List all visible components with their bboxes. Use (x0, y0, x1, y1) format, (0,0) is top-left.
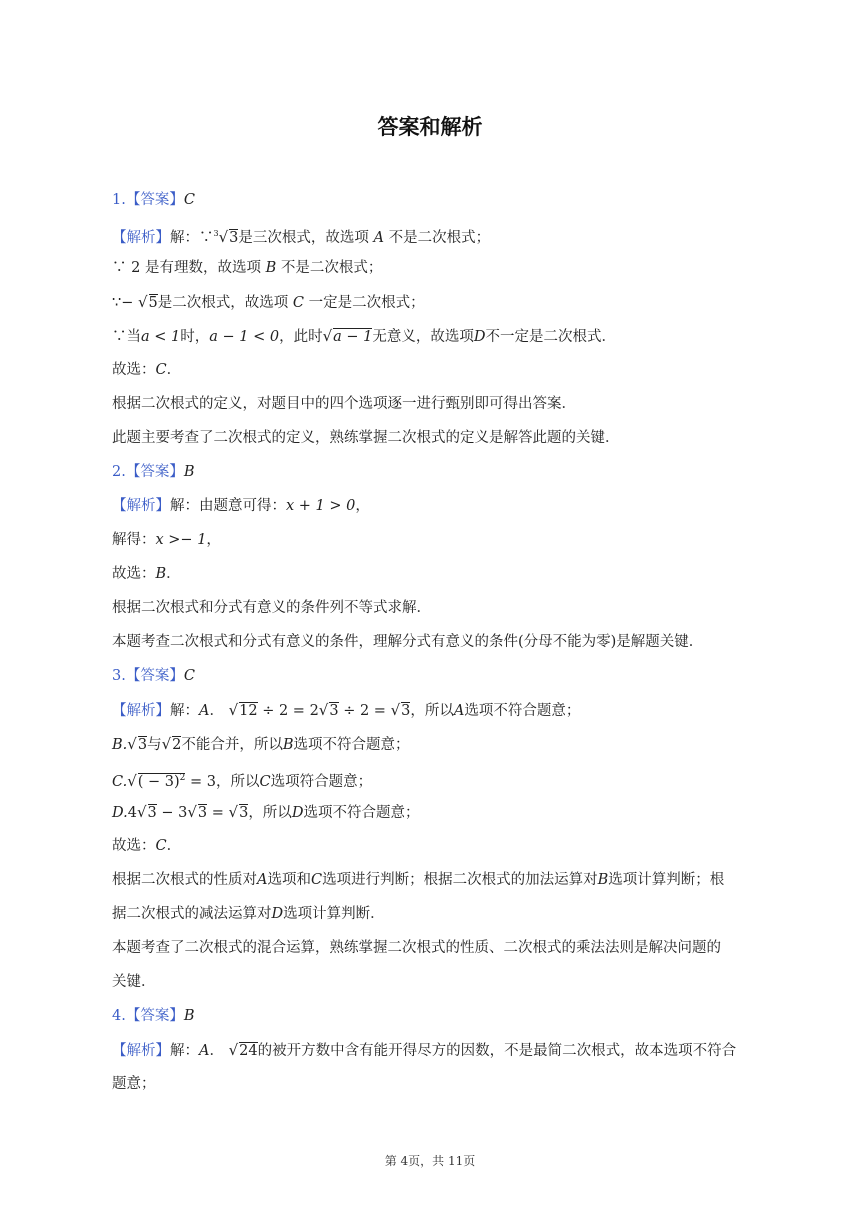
q3-text: 根据二次根式的性质对 (112, 872, 257, 888)
q3-analysis-line-d (112, 802, 419, 823)
q2-summary: 本题考查二次根式和分式有意义的条件，理解分式有意义的条件(分母不能为零)是解题关键． (112, 634, 704, 650)
q2-text: 解得： (112, 532, 156, 548)
q2-answer: B (183, 464, 195, 480)
q1-text: 解：∵ (170, 229, 214, 246)
q3-answer-tag: 【答案】 (125, 668, 184, 684)
sqrt-icon: √ (187, 803, 197, 821)
q3-radicand: 3 (147, 805, 157, 821)
q1-option: D (473, 329, 486, 345)
q1-text: 故选： (112, 362, 156, 378)
q3-text: 与 (147, 737, 162, 753)
q3-analysis-line-c (112, 768, 372, 792)
q3-text: 故选： (112, 838, 156, 854)
q1-reason: 根据二次根式的定义，对题目中的四个选项逐一进行甄别即可得出答案． (112, 396, 576, 412)
q3-math: = (207, 805, 229, 821)
q3-math: 4 (127, 805, 137, 821)
q2-answer-line (112, 462, 195, 482)
q1-text: ． (166, 362, 182, 378)
q1-text: 不是二次根式； (276, 260, 383, 276)
q2-text: ． (166, 566, 181, 582)
q3-text: ，所以 (410, 703, 454, 719)
q2-text: ， (355, 498, 370, 514)
q2-text: 解：由题意可得： (170, 498, 286, 514)
q1-option: C (292, 295, 304, 311)
q3-analysis-tag: 【解析】 (112, 703, 170, 719)
page-footer: 第 4页，共 11页 (384, 1154, 476, 1168)
q3-option: A (199, 703, 210, 719)
q3-answer: C (183, 668, 195, 684)
q3-text: ，所以 (248, 805, 292, 821)
q3-text: 选项计算判断；根 (608, 872, 725, 888)
q1-text: 无意义，故选项 (372, 329, 474, 345)
q3-radicand: 3 (137, 737, 148, 753)
q3-option: A (257, 872, 268, 888)
q1-analysis-line-4 (112, 326, 616, 347)
q2-math: x >− 1 (155, 532, 207, 548)
q2-math: x + 1 > 0 (286, 498, 356, 514)
q1-text: ∵当 (112, 329, 141, 345)
q3-text: 选项不符合题意； (464, 703, 581, 719)
q1-text: 不一定是二次根式． (485, 329, 617, 345)
q1-choice: C (155, 362, 167, 378)
q4-option: A (199, 1043, 210, 1059)
q3-summary-line-2: 关键． (112, 974, 156, 990)
q2-number: 2. (112, 464, 126, 480)
q1-radicand: 5 (148, 295, 158, 311)
q1-root-index: 3 (213, 229, 219, 238)
q2-analysis-tag: 【解析】 (112, 498, 170, 514)
q3-text: 选项进行判断；根据二次根式的加法运算对 (322, 872, 598, 888)
sqrt-icon: √ (161, 735, 172, 753)
q4-number: 4. (112, 1008, 126, 1024)
q3-text: 选项不符合题意； (293, 737, 410, 753)
q3-option: D (271, 906, 284, 922)
q3-choose-line (112, 836, 181, 856)
sqrt-icon: √ (228, 701, 239, 719)
q3-text: 选项和 (267, 872, 311, 888)
q3-answer-line (112, 666, 195, 686)
q3-radicand: 12 (239, 703, 258, 719)
q3-text: ，所以 (216, 773, 260, 790)
q3-text: 据二次根式的减法运算对 (112, 906, 272, 922)
q3-text: 选项符合题意； (270, 773, 373, 790)
sqrt-icon: √ (137, 293, 148, 311)
q4-text: 的被开方数中含有能开得尽方的因数，不是最简二次根式，故本选项不符合 (257, 1043, 737, 1059)
q3-choice: C (155, 838, 167, 854)
q4-answer-tag: 【答案】 (125, 1008, 184, 1024)
q3-analysis-line-b (112, 734, 410, 755)
q3-option: B (282, 737, 294, 753)
q1-number: 1. (112, 192, 126, 208)
q4-analysis-line-1 (112, 1040, 736, 1061)
q4-answer-line (112, 1006, 195, 1026)
q2-choose-line (112, 564, 181, 584)
q1-answer: C (183, 192, 195, 208)
q3-radicand: 3 (239, 805, 249, 821)
q3-math: − 3 (156, 805, 188, 821)
q3-analysis-line-a (112, 700, 580, 721)
q3-text: 解： (170, 703, 199, 719)
q3-reason-line-1 (112, 870, 724, 890)
q1-analysis-tag: 【解析】 (112, 229, 170, 246)
q4-answer: B (183, 1008, 195, 1024)
q3-option: A (453, 703, 465, 719)
q1-answer-tag: 【答案】 (125, 192, 184, 208)
q3-math: ÷ 2 = (338, 703, 391, 719)
q1-math: a − 1 < 0 (209, 329, 280, 345)
q4-analysis-tag: 【解析】 (112, 1043, 170, 1059)
q3-option: C (310, 872, 323, 888)
q1-summary: 此题主要考查了二次根式的定义，熟练掌握二次根式的定义是解答此题的关键． (112, 430, 620, 446)
q1-choose-line (112, 360, 181, 380)
sqrt-icon: √ (218, 227, 229, 246)
q4-analysis-line-2: 题意； (112, 1076, 156, 1092)
q2-analysis-line-2 (112, 530, 221, 550)
q3-radicand: ( − 3)$^2$ (137, 773, 186, 790)
q3-radicand: 2 (172, 737, 182, 753)
sqrt-icon: √ (390, 701, 401, 719)
q1-text: ，此时 (279, 329, 323, 345)
sqrt-icon: √ (127, 771, 137, 790)
q1-text: 是三次根式，故选项 (238, 229, 374, 246)
q4-text: ． (209, 1043, 224, 1059)
q3-summary-line-1: 本题考查了二次根式的混合运算，熟练掌握二次根式的性质、二次根式的乘法法则是解决问题的 (112, 940, 721, 956)
sqrt-icon: √ (228, 803, 239, 821)
q1-text: ∵ 2 是有理数，故选项 (112, 260, 266, 276)
q4-text: 解： (170, 1043, 199, 1059)
q1-analysis-line-3 (112, 292, 425, 313)
q3-option: D (291, 805, 304, 821)
q3-radicand: 3 (197, 805, 208, 821)
q3-text: 选项不符合题意； (303, 805, 420, 821)
q1-text: 时， (180, 329, 210, 345)
q3-text: ． (166, 838, 182, 854)
q1-radicand: 3 (229, 229, 239, 246)
q1-option: A (373, 229, 384, 246)
q3-text: 选项计算判断． (283, 906, 385, 922)
q1-math: a < 1 (141, 329, 181, 345)
sqrt-icon: √ (322, 327, 333, 345)
q3-radicand: 3 (329, 703, 339, 719)
q3-radicand: 3 (401, 703, 411, 719)
q1-answer-line (112, 190, 195, 210)
page-title: 答案和解析 (377, 115, 483, 139)
q1-text: ∵− (112, 295, 138, 311)
q3-option: D. (112, 805, 128, 821)
q3-number: 3. (112, 668, 126, 684)
q2-reason: 根据二次根式和分式有意义的条件列不等式求解． (112, 600, 431, 616)
sqrt-icon: √ (228, 1041, 239, 1059)
q1-option: B (265, 260, 277, 276)
q2-text: ， (206, 532, 221, 548)
q1-text: 不是二次根式； (383, 229, 491, 246)
q3-math: ÷ 2 = 2 (257, 703, 319, 719)
sqrt-icon: √ (127, 735, 137, 753)
q3-option: C (259, 773, 271, 790)
q2-answer-tag: 【答案】 (125, 464, 184, 480)
q1-analysis-line-2 (112, 258, 382, 278)
q3-option: B (597, 872, 609, 888)
q3-option: B. (112, 737, 128, 753)
q3-reason-line-2 (112, 904, 385, 924)
q3-math: = 3 (185, 773, 216, 790)
q3-option: C. (112, 773, 128, 790)
sqrt-icon: √ (318, 701, 329, 719)
q1-analysis-line-1 (112, 224, 490, 248)
q2-text: 故选： (112, 566, 156, 582)
q2-choice: B (155, 566, 167, 582)
sqrt-icon: √ (136, 803, 147, 821)
q3-text: ． (209, 703, 224, 719)
q2-analysis-line-1 (112, 496, 370, 516)
q1-radicand: a − 1 (333, 329, 373, 345)
q3-text: 不能合并，所以 (181, 737, 283, 753)
q4-radicand: 24 (239, 1043, 258, 1059)
q1-text: 是二次根式，故选项 (157, 295, 293, 311)
q1-text: 一定是二次根式； (304, 295, 425, 311)
